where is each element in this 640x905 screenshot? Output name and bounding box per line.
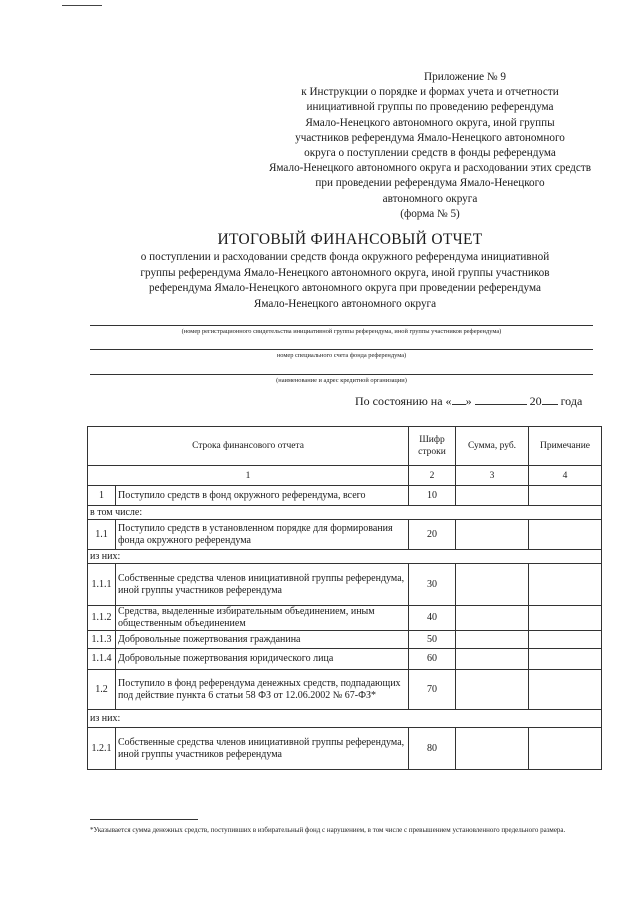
appendix-line: при проведении референдума Ямало-Ненецкого [315,177,545,190]
top-rule [62,5,102,6]
row-number: 1.2 [88,670,116,710]
row-code: 80 [409,728,456,770]
bank-field [90,374,593,384]
financial-report-table [87,426,602,770]
subtitle-line: группы референдума Ямало-Ненецкого автономного округа, иной группы участников [140,266,550,279]
table-subheader-row [88,506,602,520]
table-subheader-row [88,710,602,728]
form-number: (форма № 5) [400,207,460,220]
column-number: 1 [88,466,409,486]
appendix-line: участников референдума Ямало-Ненецкого автономного [295,131,565,144]
day-blank[interactable] [452,392,466,405]
row-note-cell[interactable] [529,670,602,710]
row-sum-cell[interactable] [456,649,529,670]
row-sum-cell[interactable] [456,631,529,649]
row-number: 1.1.1 [88,564,116,606]
appendix-number: Приложение № 9 [424,71,506,83]
column-number: 3 [456,466,529,486]
account-field [90,349,593,359]
year-prefix: 20 [529,394,542,408]
column-number: 4 [529,466,602,486]
header-row-label: Строка финансового отчета [88,427,409,466]
row-label: Поступило средств в фонд окружного референдума, всего [116,486,409,506]
subheader-label: в том числе: [88,506,602,520]
appendix-header [250,70,610,222]
row-number: 1.1 [88,520,116,550]
appendix-line: автономного округа [382,192,478,205]
registration-line[interactable] [90,325,593,326]
row-note-cell[interactable] [529,520,602,550]
as-of-prefix: По состоянию на « [355,394,452,408]
row-code: 50 [409,631,456,649]
table-subheader-row [88,550,602,564]
row-sum-cell[interactable] [456,728,529,770]
row-note-cell[interactable] [529,564,602,606]
table-row [88,649,602,670]
header-note: Примечание [529,427,602,466]
row-label: Поступило в фонд референдума денежных средств, подпадающих под действие пункта 6 статьи 58 ФЗ от 12.06.2002 № 67-ФЗ* [116,670,409,710]
row-number: 1.1.4 [88,649,116,670]
table-row [88,486,602,506]
report-title: ИТОГОВЫЙ ФИНАНСОВЫЙ ОТЧЕТ [217,231,483,248]
subtitle-line: Ямало-Ненецкого автономного округа [253,297,437,310]
table-row [88,670,602,710]
bank-caption: (наименование и адрес кредитной организации) [276,377,407,384]
table-number-row [88,466,602,486]
appendix-line: к Инструкции о порядке и формах учета и отчетности [301,86,559,99]
row-sum-cell[interactable] [456,486,529,506]
row-sum-cell[interactable] [456,520,529,550]
as-of-date [355,392,582,409]
table-row [88,520,602,550]
row-number: 1.2.1 [88,728,116,770]
row-code: 30 [409,564,456,606]
registration-field [90,325,593,335]
month-blank[interactable] [475,392,527,405]
table-row [88,631,602,649]
account-line[interactable] [90,349,593,350]
subtitle-line: референдума Ямало-Ненецкого автономного округа при проведении референдума [149,282,541,295]
appendix-line: округа о поступлении средств в фонды референдума [304,147,556,160]
table-row [88,606,602,631]
header-sum: Сумма, руб. [456,427,529,466]
row-note-cell[interactable] [529,649,602,670]
subheader-label: из них: [88,550,602,564]
column-number: 2 [409,466,456,486]
row-label: Собственные средства членов инициативной группы референдума, иной группы участников референдума [116,728,409,770]
appendix-line: Ямало-Ненецкого автономного округа и расходовании этих средств [268,162,592,175]
table-row [88,564,602,606]
subheader-label: из них: [88,710,602,728]
row-note-cell[interactable] [529,606,602,631]
row-number: 1 [88,486,116,506]
row-note-cell[interactable] [529,486,602,506]
report-subtitle [100,250,590,312]
row-label: Средства, выделенные избирательным объединением, иным общественным объединением [116,606,409,631]
row-number: 1.1.3 [88,631,116,649]
subtitle-line: о поступлении и расходовании средств фонда окружного референдума инициативной [140,251,550,263]
row-label: Добровольные пожертвования юридического лица [116,649,409,670]
appendix-line: Ямало-Ненецкого автономного округа, иной группы [305,116,555,129]
row-sum-cell[interactable] [456,564,529,606]
row-code: 20 [409,520,456,550]
row-note-cell[interactable] [529,631,602,649]
row-sum-cell[interactable] [456,606,529,631]
footnote: *Указывается сумма денежных средств, поступивших в избирательный фонд с нарушением, в том числе с превышением установленного предельного размера. [90,826,566,834]
footnote-rule [90,819,198,820]
row-code: 60 [409,649,456,670]
as-of-mid: » [465,394,472,408]
account-caption: номер специального счета фонда референдума) [276,352,407,359]
row-code: 10 [409,486,456,506]
row-label: Добровольные пожертвования гражданина [116,631,409,649]
table-row [88,728,602,770]
row-number: 1.1.2 [88,606,116,631]
row-code: 40 [409,606,456,631]
row-sum-cell[interactable] [456,670,529,710]
row-label: Поступило средств в установленном порядке для формирования фонда окружного референдума [116,520,409,550]
table-header-row [88,427,602,466]
header-code: Шифр строки [409,427,456,466]
appendix-line: инициативной группы по проведению референдума [306,101,554,114]
row-code: 70 [409,670,456,710]
row-label: Собственные средства членов инициативной группы референдума, иной группы участников референдума [116,564,409,606]
row-note-cell[interactable] [529,728,602,770]
bank-line[interactable] [90,374,593,375]
as-of-suffix: года [560,394,583,408]
year-blank[interactable] [542,392,558,405]
registration-caption: (номер регистрационного свидетельства инициативной группы референдума, иной группы участников референдума) [181,328,502,335]
